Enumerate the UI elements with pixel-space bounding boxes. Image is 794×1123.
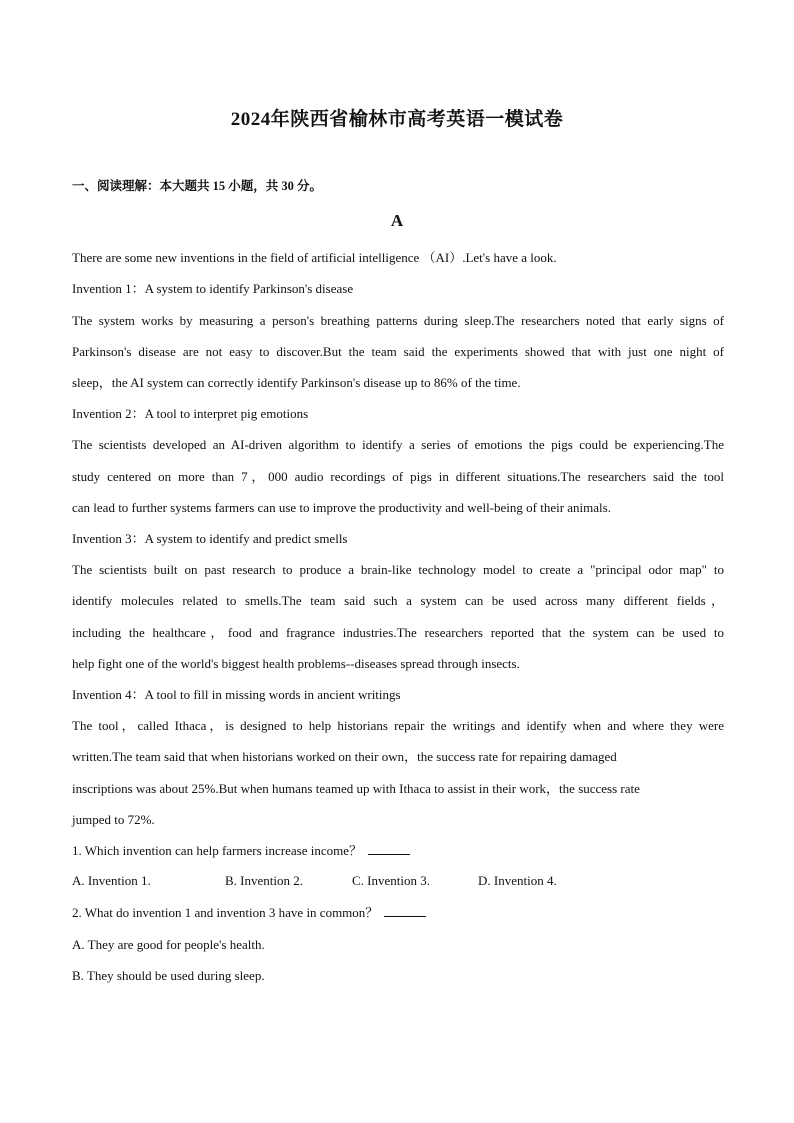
paragraph-line: jumped to 72%.: [72, 812, 155, 827]
paragraph-line: written.The team said that when historians worked on their own，the success rate for repairing damaged: [72, 749, 617, 764]
section-heading: 一、阅读理解：本大题共 15 小题，共 30 分。: [72, 179, 323, 193]
paragraph-line: The system works by measuring a person's breathing patterns during sleep.The researchers noted that early signs of: [72, 313, 724, 328]
answer-blank[interactable]: [384, 905, 426, 917]
question-1-text: 1. Which invention can help farmers increase income？: [72, 843, 362, 858]
option-d[interactable]: D. Invention 4.: [478, 873, 557, 888]
paragraph-line: The scientists built on past research to produce a brain-like technology model to create a "principal odor map" to: [72, 562, 724, 577]
question-2-text: 2. What do invention 1 and invention 3 have in common？: [72, 905, 379, 920]
option-c[interactable]: C. Invention 3.: [352, 873, 430, 888]
paragraph-line: can lead to further systems farmers can use to improve the productivity and well-being of their animals.: [72, 500, 611, 515]
answer-blank[interactable]: [368, 843, 410, 855]
passage-label: A: [390, 211, 404, 230]
page-title: 2024年陕西省榆林市高考英语一模试卷: [230, 109, 564, 130]
option-a[interactable]: A. Invention 1.: [72, 873, 151, 888]
paragraph-line: Parkinson's disease are not easy to discover.But the team said the experiments showed that with just one night of: [72, 344, 724, 359]
paragraph-line: help fight one of the world's biggest health problems--diseases spread through insects.: [72, 656, 520, 671]
question-1: [72, 843, 724, 859]
paragraph-line: including the healthcare，food and fragrance industries.The researchers reported that the system can be used to: [72, 625, 724, 640]
paragraph-line: study centered on more than 7，000 audio recordings of pigs in different situations.The researchers said the tool: [72, 469, 724, 484]
passage-intro: There are some new inventions in the field of artificial intelligence （AI）.Let's have a look.: [72, 250, 557, 265]
paragraph-line: The tool，called Ithaca，is designed to help historians repair the writings and identify when and where they were: [72, 718, 724, 733]
option-b[interactable]: B. They should be used during sleep.: [72, 968, 265, 983]
invention-4-title: Invention 4：A tool to fill in missing words in ancient writings: [72, 687, 401, 702]
invention-1-title: Invention 1：A system to identify Parkinson's disease: [72, 281, 354, 296]
invention-2-title: Invention 2：A tool to interpret pig emotions: [72, 406, 309, 421]
paragraph-line: The scientists developed an AI-driven algorithm to identify a series of emotions the pigs could be experiencing.The: [72, 437, 724, 452]
option-a[interactable]: A. They are good for people's health.: [72, 937, 265, 952]
paragraph-line: sleep，the AI system can correctly identify Parkinson's disease up to 86% of the time.: [72, 375, 521, 390]
paragraph-line: inscriptions was about 25%.But when humans teamed up with Ithaca to assist in their work，the success rate: [72, 781, 640, 796]
option-b[interactable]: B. Invention 2.: [225, 873, 303, 888]
invention-3-title: Invention 3：A system to identify and predict smells: [72, 531, 348, 546]
paragraph-line: identify molecules related to smells.The team said such a system can be used across many different fields，: [72, 593, 724, 608]
question-2: [72, 905, 724, 921]
